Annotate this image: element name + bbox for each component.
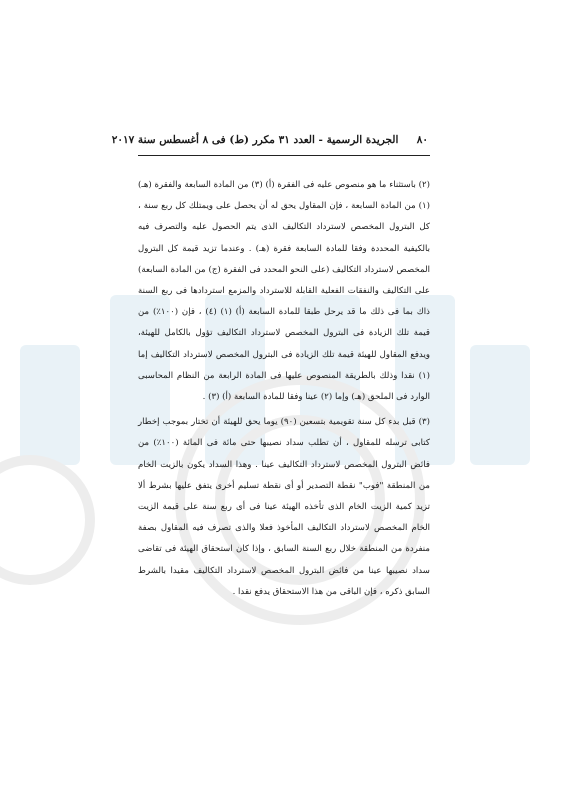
page-number: ٨٠: [416, 134, 428, 146]
paragraph-2: [138, 175, 430, 408]
paragraph-3: [138, 412, 430, 603]
page-header: [111, 134, 428, 146]
paragraph-text: باستثناء ما هو منصوص عليه فى الفقرة (أ) (٣) من المادة السابعة والفقرة (هـ) (١) من المادة السابعة ، فإن المقاول يحق له أن يحصل على ويمتلك كل ربع سنة ، كل البترول المخصص لاسترداد التكاليف الذى يتم الحصول عليه والتصرف فيه بالكيفية المحددة وفقا للمادة السابعة فقرة (هـ) . وعندما تزيد قيمة كل البترول المخصص لاسترداد التكاليف (على النحو المحدد فى الفقرة (ج) من المادة السابعة) على التكاليف والنفقات الفعلية القابلة للاسترداد والمزمع استردادها فى ربع السنة ذاك بما فى ذلك ما قد يرحل طبقا للمادة السابعة (أ) (١) (٤) ، فإن (١٠٠٪) من قيمة تلك الزيادة فى البترول المخصص لاسترداد التكاليف تؤول بالكامل للهيئة، ويدفع المقاول للهيئة قيمة تلك الزيادة فى البترول المخصص لاسترداد التكاليف إما (١) نقدا وذلك بالطريقة المنصوص عليها فى المادة الرابعة من النظام المحاسبى الوارد فى الملحق (هـ) وإما (٢) عينا وفقا للمادة السابعة (أ) (٣) .: [138, 180, 430, 403]
header-title: الجريدة الرسمية - العدد ٣١ مكرر (ط) فى ٨ أغسطس سنة ٢٠١٧: [111, 134, 399, 146]
header-divider: [138, 155, 430, 156]
document-body: [138, 175, 430, 603]
paragraph-text: قبل بدء كل سنة تقويمية بتسعين (٩٠) يوما يحق للهيئة أن تختار بموجب إخطار كتابى ترسله للمقاول ، أن تطلب سداد نصيبها حتى مائة فى المائة (١٠٠٪) من فائض البترول المخصص لاسترداد التكاليف عينا . وهذا السداد يكون بالزيت الخام من المنطقة "فوب" نقطة التصدير أو أى نقطة تسليم أخرى يتفق عليها بشرط ألا تزيد كمية الزيت الخام الذى تأخذه الهيئة عينا فى أى ربع سنة على قيمة الزيت الخام المخصص لاسترداد التكاليف المأخوذ فعلا والذى تصرف فيه المقاول بصفة منفردة من المنطقة خلال ربع السنة السابق ، وإذا كان استحقاق الهيئة فى تقاضى سداد نصيبها عينا من فائض البترول المخصص لاسترداد التكاليف مقيدا بالشرط السابق ذكره ، فإن الباقى من هذا الاستحقاق يدفع نقدا .: [138, 417, 430, 597]
paragraph-number: (٢): [418, 180, 430, 190]
paragraph-number: (٣): [418, 417, 430, 428]
